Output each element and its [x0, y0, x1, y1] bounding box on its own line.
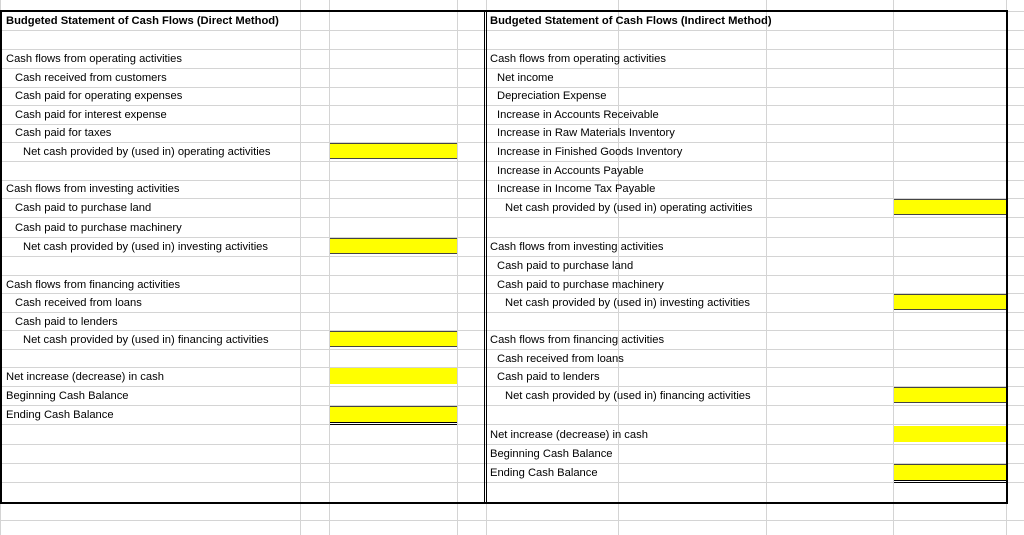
direct-fin-header: Cash flows from financing activities	[6, 279, 181, 291]
indirect-fin-net-input[interactable]	[894, 387, 1006, 403]
direct-fin-net: Net cash provided by (used in) financing activities	[23, 334, 269, 346]
direct-ending-balance: Ending Cash Balance	[6, 409, 114, 421]
indirect-op-item: Increase in Income Tax Payable	[497, 183, 656, 195]
indirect-op-item: Net income	[497, 72, 554, 84]
indirect-op-net: Net cash provided by (used in) operating activities	[505, 202, 753, 214]
direct-inv-item: Cash paid to purchase land	[15, 202, 152, 214]
indirect-inv-net-input[interactable]	[894, 294, 1006, 310]
direct-beginning-balance: Beginning Cash Balance	[6, 390, 129, 402]
method-divider-inner	[486, 10, 487, 503]
direct-op-item: Cash paid for operating expenses	[15, 90, 183, 102]
indirect-op-header: Cash flows from operating activities	[490, 53, 666, 65]
direct-op-net-input[interactable]	[330, 143, 457, 159]
indirect-inv-net: Net cash provided by (used in) investing activities	[505, 297, 750, 309]
direct-inv-net: Net cash provided by (used in) investing activities	[23, 241, 268, 253]
indirect-fin-item: Cash paid to lenders	[497, 371, 600, 383]
direct-op-net: Net cash provided by (used in) operating activities	[23, 146, 271, 158]
indirect-op-item: Increase in Accounts Payable	[497, 165, 644, 177]
direct-net-increase-input[interactable]	[330, 368, 457, 384]
direct-fin-item: Cash paid to lenders	[15, 316, 118, 328]
indirect-net-increase-input[interactable]	[894, 426, 1006, 442]
indirect-title: Budgeted Statement of Cash Flows (Indirect Method)	[490, 15, 772, 27]
direct-title: Budgeted Statement of Cash Flows (Direct Method)	[6, 15, 279, 27]
direct-op-item: Cash received from customers	[15, 72, 167, 84]
indirect-ending-double-underline	[894, 480, 1006, 483]
indirect-op-item: Increase in Finished Goods Inventory	[497, 146, 683, 158]
indirect-fin-item: Cash received from loans	[497, 353, 624, 365]
indirect-inv-header: Cash flows from investing activities	[490, 241, 664, 253]
direct-inv-net-input[interactable]	[330, 238, 457, 254]
direct-op-header: Cash flows from operating activities	[6, 53, 182, 65]
indirect-op-item: Increase in Accounts Receivable	[497, 109, 659, 121]
direct-net-increase: Net increase (decrease) in cash	[6, 371, 164, 383]
direct-inv-item: Cash paid to purchase machinery	[15, 222, 182, 234]
method-divider	[484, 10, 485, 503]
indirect-inv-item: Cash paid to purchase machinery	[497, 279, 664, 291]
direct-op-item: Cash paid for interest expense	[15, 109, 167, 121]
indirect-fin-header: Cash flows from financing activities	[490, 334, 665, 346]
indirect-inv-item: Cash paid to purchase land	[497, 260, 634, 272]
direct-ending-balance-input[interactable]	[330, 406, 457, 422]
direct-ending-double-underline	[330, 422, 457, 425]
indirect-net-increase: Net increase (decrease) in cash	[490, 429, 648, 441]
indirect-op-item: Depreciation Expense	[497, 90, 607, 102]
indirect-ending-balance: Ending Cash Balance	[490, 467, 598, 479]
indirect-ending-balance-input[interactable]	[894, 464, 1006, 480]
indirect-op-item: Increase in Raw Materials Inventory	[497, 127, 675, 139]
direct-inv-header: Cash flows from investing activities	[6, 183, 180, 195]
direct-op-item: Cash paid for taxes	[15, 127, 112, 139]
direct-fin-net-input[interactable]	[330, 331, 457, 347]
direct-fin-item: Cash received from loans	[15, 297, 142, 309]
indirect-fin-net: Net cash provided by (used in) financing activities	[505, 390, 751, 402]
indirect-beginning-balance: Beginning Cash Balance	[490, 448, 613, 460]
indirect-op-net-input[interactable]	[894, 199, 1006, 215]
